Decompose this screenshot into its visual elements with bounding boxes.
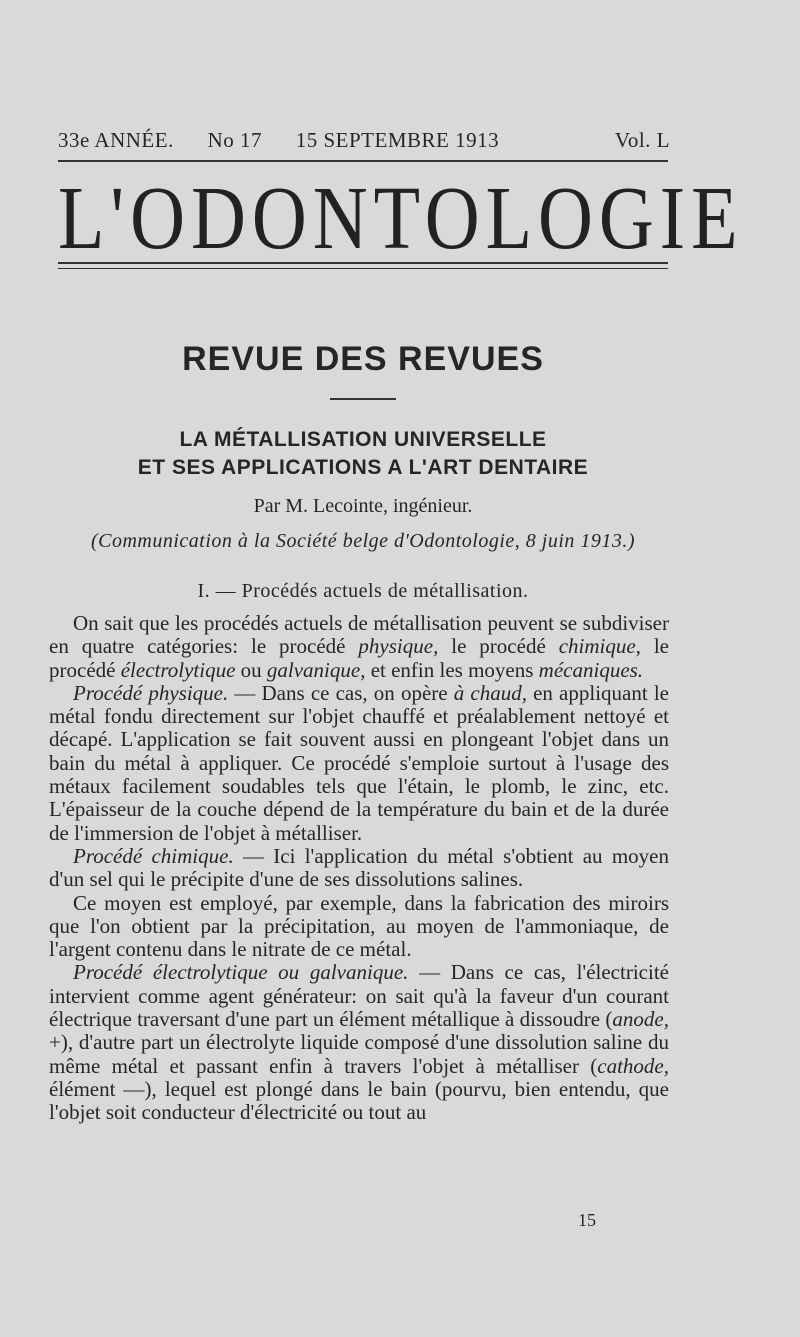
section-title: REVUE DES REVUES xyxy=(182,340,544,378)
italic-run: galvanique, xyxy=(266,657,366,682)
header-volume: Vol. L xyxy=(614,128,670,152)
article-body xyxy=(49,612,669,1125)
article-byline: Par M. Lecointe, ingénieur. xyxy=(253,495,473,517)
text-run: — Ici l'application du métal s'obtient au moyen d'un sel qui le précipite d'une de ses dissolutions salines. xyxy=(49,843,669,892)
journal-masthead: L'ODONTOLOGIE xyxy=(58,169,744,269)
masthead-rule-thick xyxy=(58,262,668,264)
paragraph-2 xyxy=(49,682,669,845)
header-numero: No 17 xyxy=(207,128,262,152)
italic-run: anode, xyxy=(612,1007,669,1032)
article-communication: (Communication à la Société belge d'Odontologie, 8 juin 1913.) xyxy=(90,530,636,552)
italic-run: à chaud, xyxy=(453,680,527,705)
italic-run: cathode, xyxy=(597,1053,669,1078)
header-annee: 33e ANNÉE. xyxy=(58,128,174,152)
text-run: On sait que les procédés actuels de métallisation peuvent se subdiviser en quatre catégories: le procédé xyxy=(49,611,669,659)
italic-run: Procédé physique. xyxy=(73,680,229,705)
text-run: élément —), lequel est plongé dans le bain (pourvu, bien entendu, que l'objet soit conducteur d'électricité ou tout au xyxy=(49,1076,669,1125)
text-run: et enfin les moyens xyxy=(365,657,539,682)
italic-run: chimique, xyxy=(558,634,641,659)
paragraph-5 xyxy=(49,961,669,1124)
text-run: le procédé xyxy=(49,634,669,682)
page-number: 15 xyxy=(578,1210,596,1230)
italic-run: Procédé électrolytique ou galvanique. xyxy=(73,960,409,985)
section-divider xyxy=(330,398,396,400)
italic-run: mécaniques. xyxy=(538,657,644,682)
header-rule xyxy=(58,160,668,162)
running-header xyxy=(58,128,670,153)
article-subheading: I. — Procédés actuels de métallisation. xyxy=(197,580,529,602)
text-run: ou xyxy=(235,657,267,682)
italic-run: physique, xyxy=(358,634,439,659)
italic-run: Procédé chimique. xyxy=(73,843,234,868)
article-title xyxy=(58,426,668,482)
article-title-line1: LA MÉTALLISATION UNIVERSELLE xyxy=(179,428,547,451)
masthead-rule-thin xyxy=(58,268,668,269)
text-run: le procédé xyxy=(438,634,559,659)
text-run: en appliquant le métal fondu directement sur l'objet chauffé et préalablement nettoyé et décapé. L'application se fait souvent aussi en plongeant l'objet dans un bain du métal à appliquer. Ce procédé s'emploie surtout à l'usage des métaux facilement soudables tels que l'étain, le plomb, le zinc, etc. L'épaisseur de la couche dépend de la température du bain et de la durée de l'immersion de l'objet à métalliser. xyxy=(49,680,670,845)
paragraph-1 xyxy=(49,612,669,682)
paragraph-3 xyxy=(49,845,669,892)
paragraph-4: Ce moyen est employé, par exemple, dans la fabrication des miroirs que l'on obtient par la précipitation, au moyen de l'ammoniaque, de l'argent contenu dans le nitrate de ce métal. xyxy=(49,890,669,962)
text-run: +), d'autre part un électrolyte liquide composé d'une dissolution saline du même métal et passant enfin à travers l'objet à métalliser ( xyxy=(49,1030,669,1078)
header-date: 15 SEPTEMBRE 1913 xyxy=(295,128,500,152)
text-run: — Dans ce cas, on opère xyxy=(228,680,454,705)
text-run: — Dans ce cas, l'électricité intervient comme agent générateur: on sait qu'à la faveur d'un courant électrique traversant d'une part un élément métallique à dissoudre ( xyxy=(49,960,669,1032)
article-title-line2: ET SES APPLICATIONS A L'ART DENTAIRE xyxy=(137,456,589,479)
italic-run: électrolytique xyxy=(120,657,236,682)
